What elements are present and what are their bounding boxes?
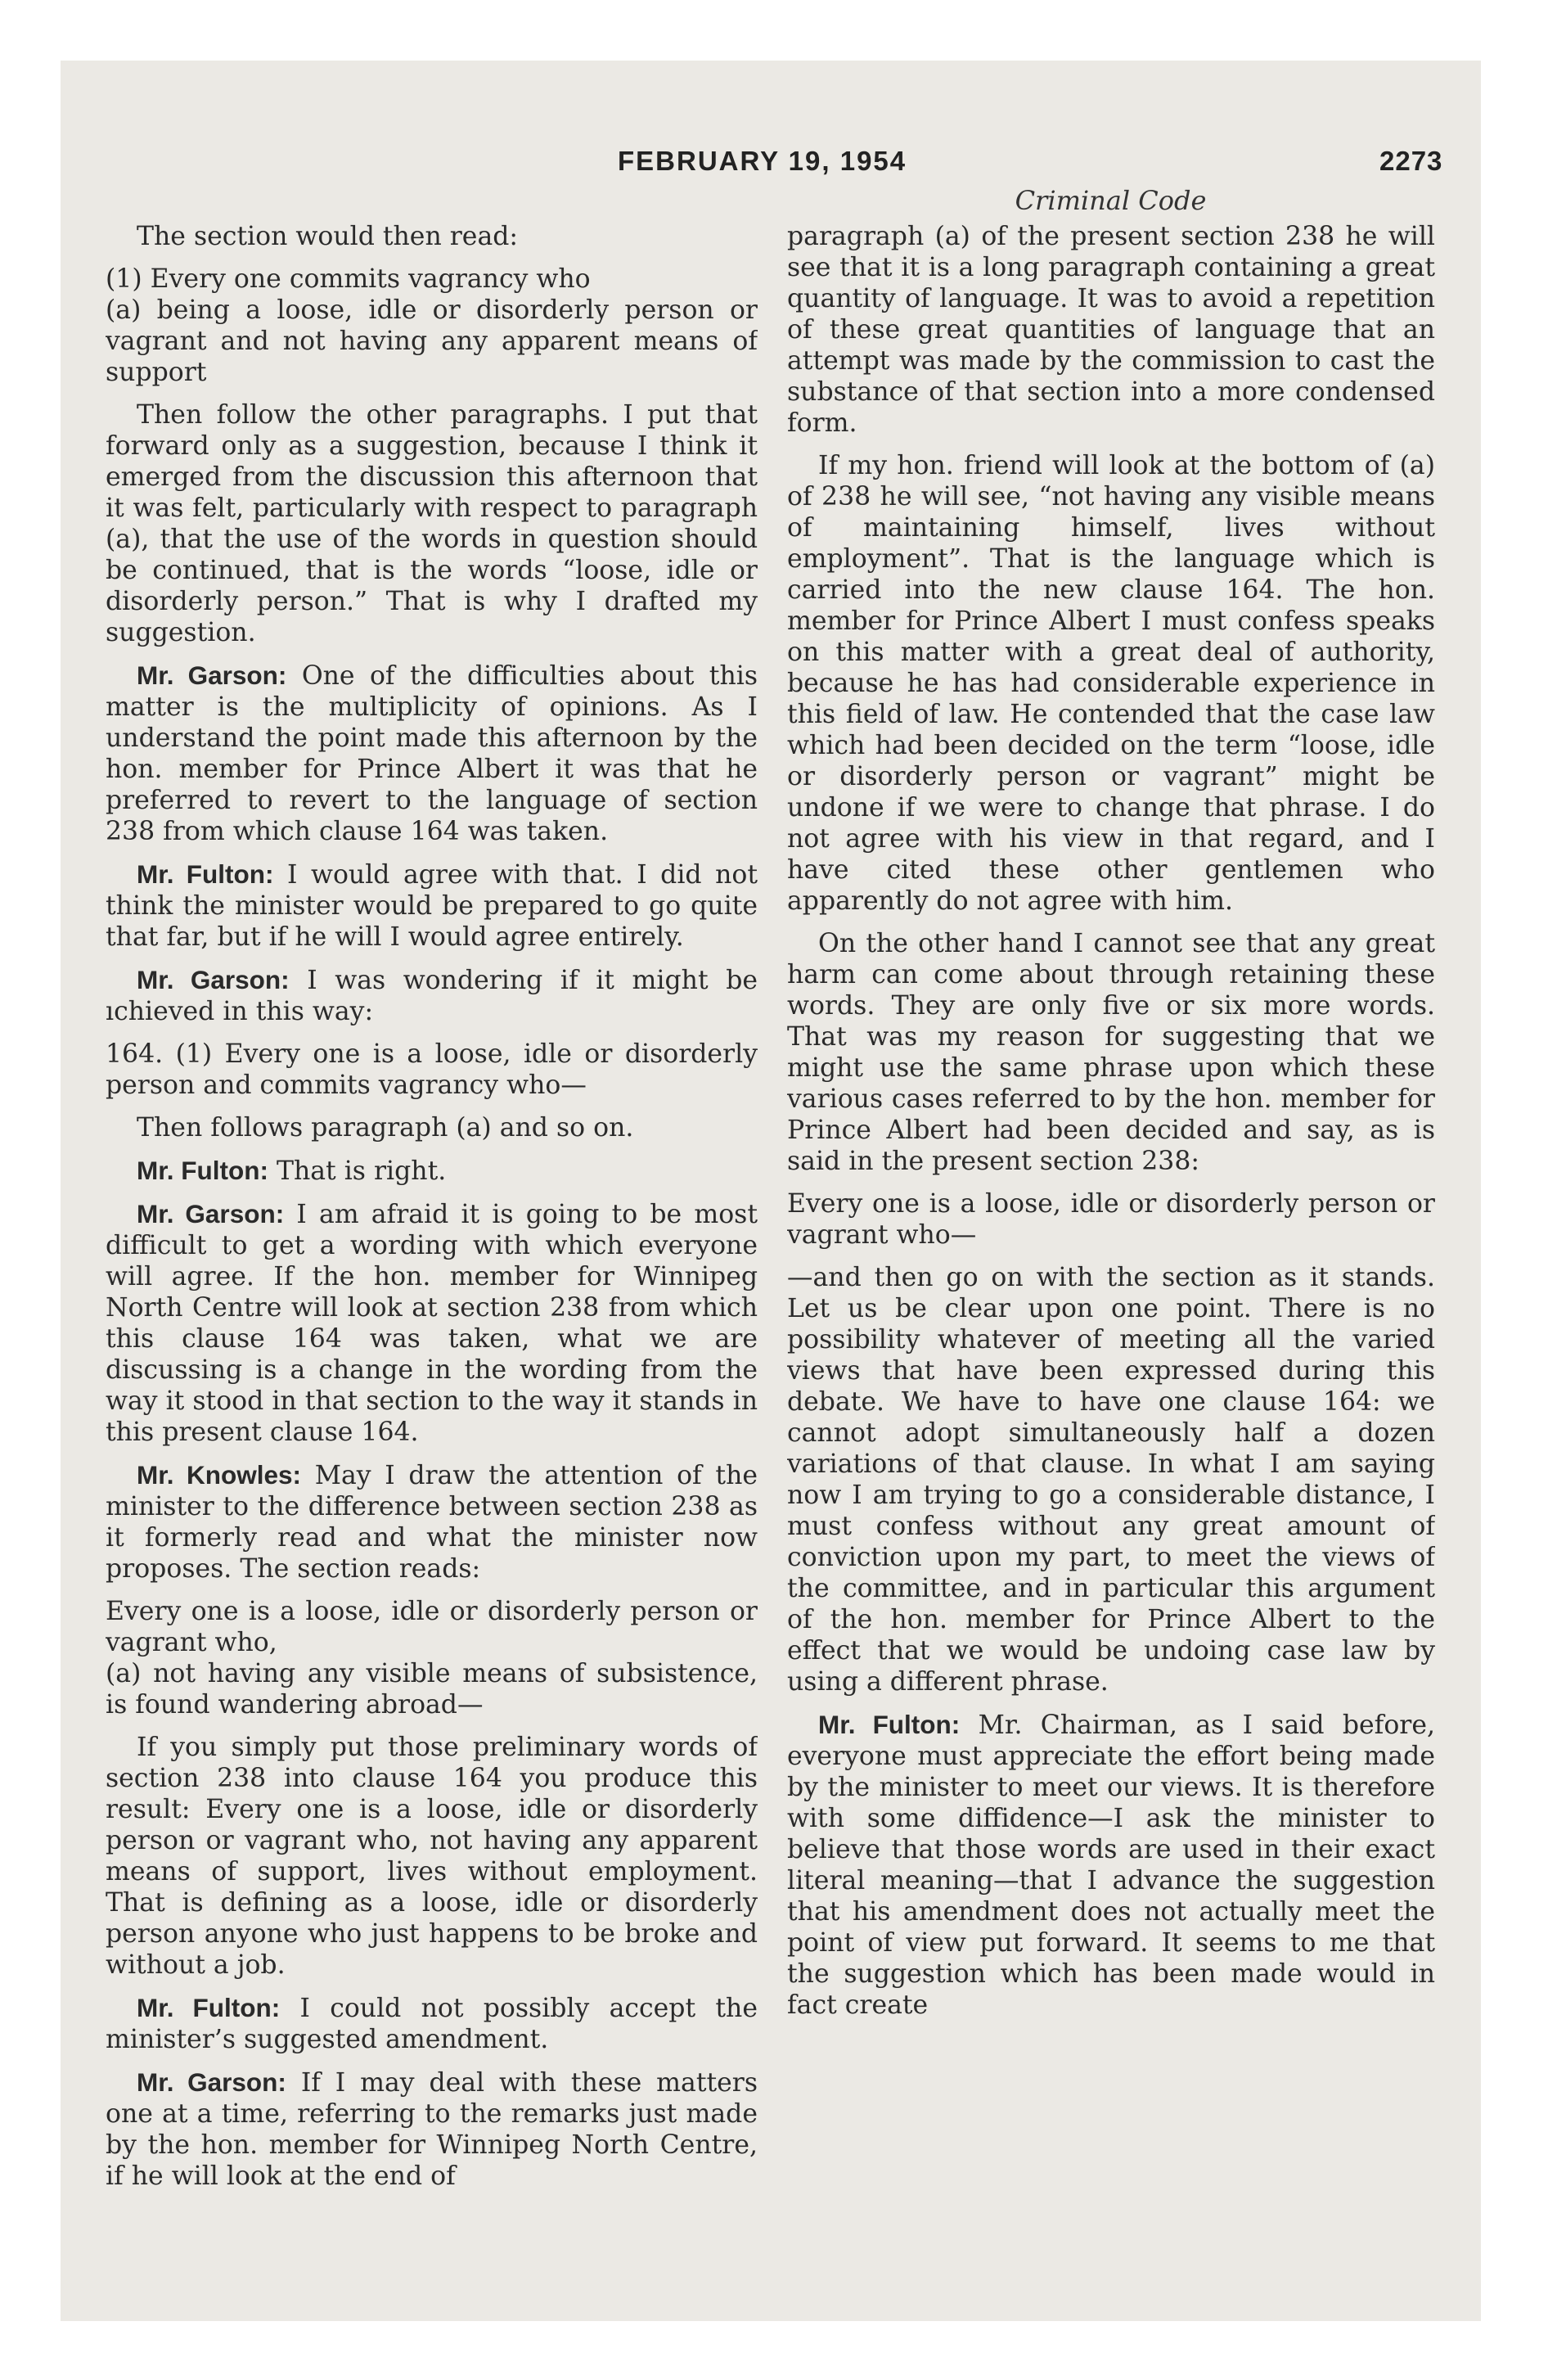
speaker-name: Mr. Garson: (137, 660, 287, 690)
speech-text: May I draw the attention of the minister to the difference between section 238 as it formerly read and what the minister now proposes. The section reads: (106, 1461, 758, 1584)
speech-text: If I may deal with these matters one at a time, referring to the remarks just made by the hon. member for Winnipeg North Centre, if he will look at the end of (106, 2068, 758, 2191)
quote-line: Every one is a loose, idle or disorderly person or vagrant who— (787, 1189, 1435, 1250)
speech-text: One of the difficulties about this matter is the multiplicity of opinions. As I understand the point made this afternoon by the hon. member for Prince Albert it was that he preferred to revert to the language of section 238 from which clause 164 was taken. (106, 661, 758, 846)
block-quote (106, 1039, 758, 1101)
running-header (0, 146, 1548, 187)
page-number: 2273 (1379, 146, 1443, 176)
right-column (787, 221, 1435, 2202)
quote-line: (1) Every one commits vagrancy who (106, 264, 591, 294)
speech-text: I could not possibly accept the minister’s suggested amendment. (106, 1994, 758, 2054)
speech-paragraph (106, 1992, 758, 2055)
paragraph: If you simply put those preliminary words of section 238 into clause 164 you produce this result: Every one is a loose, idle or disorderly person or vagrant who, not having any apparent means of support, lives without employment. That is defining as a loose, idle or disorderly person anyone who just happens to be broke and without a job. (106, 1733, 758, 1980)
speech-text: I was wondering if it might be ıchieved in this way: (106, 966, 758, 1026)
speaker-name: Mr. Garson: (137, 1199, 285, 1228)
speech-paragraph (106, 964, 758, 1027)
speech-text: I am afraid it is going to be most difficult to get a wording with which everyone will agree. If the hon. member for Winnipeg North Centre will look at section 238 from which this clause 164 was taken, what we are discussing is a change in the wording from the way it stood in that section to the way it stands in this present clause 164. (106, 1200, 758, 1447)
speaker-name: Mr. Fulton: (137, 859, 274, 889)
paragraph: On the other hand I cannot see that any great harm can come about through retaining these words. They are only five or six more words. That was my reason for suggesting that we might use the same phrase upon which these various cases referred to by the hon. member for Prince Albert had been decided and say, as is said in the present section 238: (787, 929, 1435, 1176)
block-quote (106, 264, 758, 388)
quote-line: (a) not having any visible means of subsistence, is found wandering abroad— (106, 1659, 758, 1720)
speaker-name: Mr. Knowles: (137, 1460, 301, 1490)
block-quote (106, 1596, 758, 1720)
speech-paragraph (106, 1155, 758, 1187)
speech-paragraph (106, 660, 758, 847)
speaker-name: Mr. Garson: (137, 2067, 286, 2097)
speaker-name: Mr. Fulton: (137, 1993, 281, 2022)
section-subtitle: Criminal Code (1015, 185, 1207, 216)
header-date: FEBRUARY 19, 1954 (618, 146, 907, 176)
speech-text: That is right. (276, 1156, 447, 1186)
quote-line: Every one is a loose, idle or disorderly person or vagrant who, (106, 1597, 758, 1657)
quote-line: (a) being a loose, idle or disorderly person or vagrant and not having any apparent means of support (106, 295, 758, 387)
paragraph: paragraph (a) of the present section 238 he will see that it is a long paragraph containing a great quantity of language. It was to avoid a repetition of these great quantities of language that an attempt was made by the commission to cast the substance of that section into a more condensed form. (787, 222, 1435, 438)
speaker-name: Mr. Fulton: (137, 1156, 268, 1185)
left-column (106, 221, 758, 2202)
speaker-name: Mr. Garson: (137, 965, 290, 994)
paragraph: Then follows paragraph (a) and so on. (137, 1113, 634, 1143)
block-quote (787, 1188, 1435, 1251)
speaker-name: Mr. Fulton: (818, 1710, 961, 1739)
paragraph: Then follow the other paragraphs. I put that forward only as a suggestion, because I think it emerged from the discussion this afternoon that it was felt, particularly with respect to paragraph (a), that the use of the words in question should be continued, that is the words “loose, idle or disorderly person.” That is why I drafted my suggestion. (106, 400, 758, 647)
paragraph: If my hon. friend will look at the bottom of (a) of 238 he will see, “not having any visible means of maintaining himself, lives without employment”. That is the language which is carried into the new clause 164. The hon. member for Prince Albert I must confess speaks on this matter with a great deal of authority, because he has had considerable experience in this field of law. He contended that the case law which had been decided on the term “loose, idle or disorderly person or vagrant” might be undone if we were to change that phrase. I do not agree with his view in that regard, and I have cited these other gentlemen who apparently do not agree with him. (787, 451, 1435, 916)
speech-paragraph (787, 1709, 1435, 2021)
speech-paragraph (106, 1459, 758, 1584)
paragraph: The section would then read: (137, 222, 519, 251)
speech-text: I would agree with that. I did not think the minister would be prepared to go quite that far, but if he will I would agree entirely. (106, 860, 758, 952)
speech-paragraph (106, 1198, 758, 1448)
speech-text: Mr. Chairman, as I said before, everyone must appreciate the effort being made by the minister to meet our views. It is therefore with some diffidence—I ask the minister to believe that those words are used in their exact literal meaning—that I advance the suggestion that his amendment does not actually meet the point of view put forward. It seems to me that the suggestion which has been made would in fact create (787, 1711, 1435, 2020)
paragraph: —and then go on with the section as it stands. Let us be clear upon one point. There is no possibility whatever of meeting all the varied views that have been expressed during this debate. We have to have one clause 164: we cannot adopt simultaneously half a dozen variations of that clause. In what I am saying now I am trying to go a considerable distance, I must confess without any great amount of conviction upon my part, to meet the views of the committee, and in particular this argument of the hon. member for Prince Albert to the effect that we would be undoing case law by using a different phrase. (787, 1263, 1435, 1697)
speech-paragraph (106, 2067, 758, 2192)
speech-paragraph (106, 859, 758, 953)
quote-line: 164. (1) Every one is a loose, idle or disorderly person and commits vagrancy who— (106, 1039, 758, 1100)
